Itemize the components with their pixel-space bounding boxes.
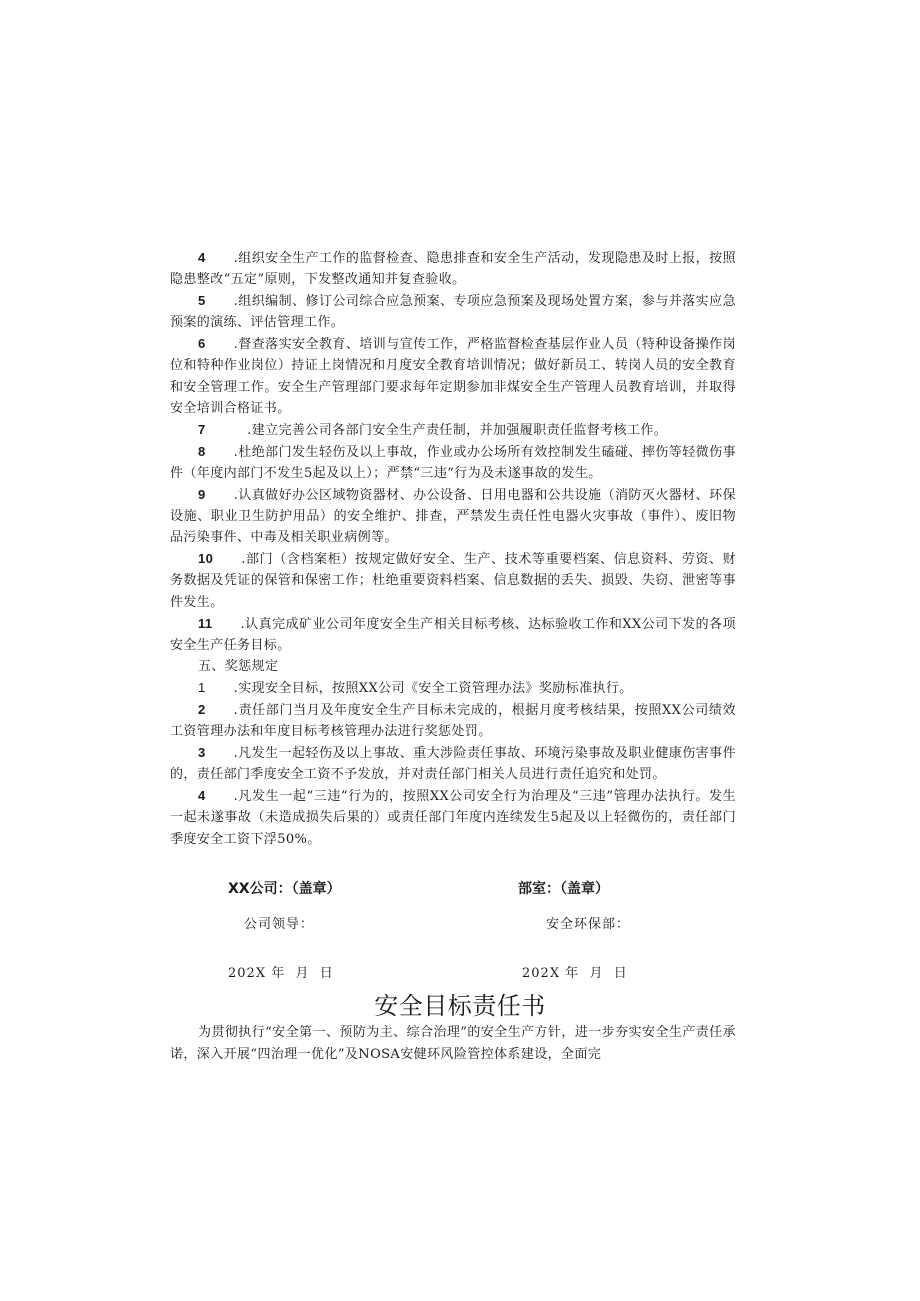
item-text: 凡发生一起轻伤及以上事故、重大涉险责任事故、环境污染事故及职业健康伤害事件的，责任部门季度安全工资不予发放，并对责任部门相关人员进行责任追究和处罚。 [170,746,736,783]
item-text: 督查落实安全教育、培训与宣传工作，严格监督检查基层作业人员（特种设备操作岗位和特种作业岗位）持证上岗情况和月度安全教育培训情况；做好新员工、转岗人员的安全教育和安全管理工作。安全生产管理部门要求每年定期参加非煤安全生产管理人员教育培训，并取得安全培训合格证书。 [170,337,736,416]
item-separator: . [233,444,239,460]
company-seal-label: XX公司：（盖章） [228,881,341,897]
list-item [170,290,736,333]
item-separator: . [233,251,239,266]
item-separator: . [233,294,239,310]
list-item [170,677,736,699]
list-item [170,484,736,548]
list-item [170,613,736,656]
item-number: 2 [198,701,206,717]
item-number: 7 [198,421,206,437]
item-separator: . [241,552,246,568]
list-item [170,441,736,484]
item-separator: . [233,746,239,762]
item-separator: . [233,702,239,718]
item-text: 组织编制、修订公司综合应急预案、专项应急预案及现场处置方案，参与并落实应急预案的演练、评估管理工作。 [170,294,736,331]
list-item [170,247,736,290]
item-number: 4 [198,250,206,265]
item-text: 实现安全目标，按照XX公司《安全工资管理办法》奖励标准执行。 [238,680,633,696]
date-left: 202X 年 月 日 [228,966,334,981]
item-text: 部门（含档案柜）按规定做好安全、生产、技术等重要档案、信息资料、劳资、财务数据及凭证的保管和保密工作；杜绝重要资料档案、信息数据的丢失、损毁、失窃、泄密等事件发生。 [170,552,736,610]
item-text: 认真做好办公区域物资器材、办公设备、日用电器和公共设施（消防灭火器材、环保设施、职业卫生防护用品）的安全维护、排查，严禁发生责任性电器火灾事故（事件）、废旧物品污染事件、中毒及相关职业病例等。 [170,488,736,546]
list-item [170,699,736,742]
item-separator: . [240,616,246,632]
item-text: 责任部门当月及年度安全生产目标未完成的，根据月度考核结果，按照XX公司绩效工资管理办法和年度目标考核管理办法进行奖惩处罚。 [170,702,736,740]
item-separator: . [233,488,239,504]
responsibility-list [170,247,736,850]
intro-paragraph: 为贯彻执行“安全第一、预防为主、综合治理”的安全生产方针，进一步夯实安全生产责任承诺，深入开展“四治理一优化”及NOSA安健环风险管控体系建设，全面完 [170,1025,736,1062]
item-separator: . [233,680,239,696]
item-text: 凡发生一起“三违”行为的，按照XX公司安全行为治理及“三违”管理办法执行。发生一起未遂事故（未造成损失后果的）或责任部门年度内连续发生5起及以上轻微伤的，责任部门季度安全工资下浮50%。 [170,789,736,847]
item-separator: . [233,422,252,438]
date-right: 202X 年 月 日 [522,966,628,981]
list-item [170,419,736,441]
item-text: 认真完成矿业公司年度安全生产相关目标考核、达标验收工作和XX公司下发的各项安全生产任务目标。 [170,616,736,653]
list-item [170,742,736,785]
item-text: 杜绝部门发生轻伤及以上事故，作业或办公场所有效控制发生磕碰、摔伤等轻微伤事件（年度内部门不发生5起及以上）；严禁“三违”行为及未遂事故的发生。 [170,444,736,481]
section-heading: 五、奖惩规定 [198,658,279,674]
item-separator: . [233,337,239,353]
item-text: 建立完善公司各部门安全生产责任制，并加强履职责任监督考核工作。 [251,422,668,438]
company-leader-label: 公司领导： [244,917,315,932]
list-item [170,333,736,418]
item-number: 6 [198,336,206,352]
item-number: 9 [198,487,206,503]
item-number: 4 [198,788,206,804]
item-number: 3 [198,745,206,761]
item-number: 8 [198,443,206,459]
item-number: 10 [198,551,214,567]
item-number: 1 [198,679,206,695]
item-text: 组织安全生产工作的监督检查、隐患排查和安全生产活动，发现隐患及时上报，按照隐患整改“五定”原则，下发整改通知并复查验收。 [170,251,736,288]
document-title: 安全目标责任书 [374,992,546,1020]
safety-dept-label: 安全环保部： [546,917,631,932]
item-number: 5 [198,293,206,309]
item-number: 11 [198,615,213,631]
dept-seal-label: 部室：（盖章） [518,881,609,897]
item-separator: . [233,789,239,805]
list-item [170,785,736,849]
list-item [170,548,736,612]
